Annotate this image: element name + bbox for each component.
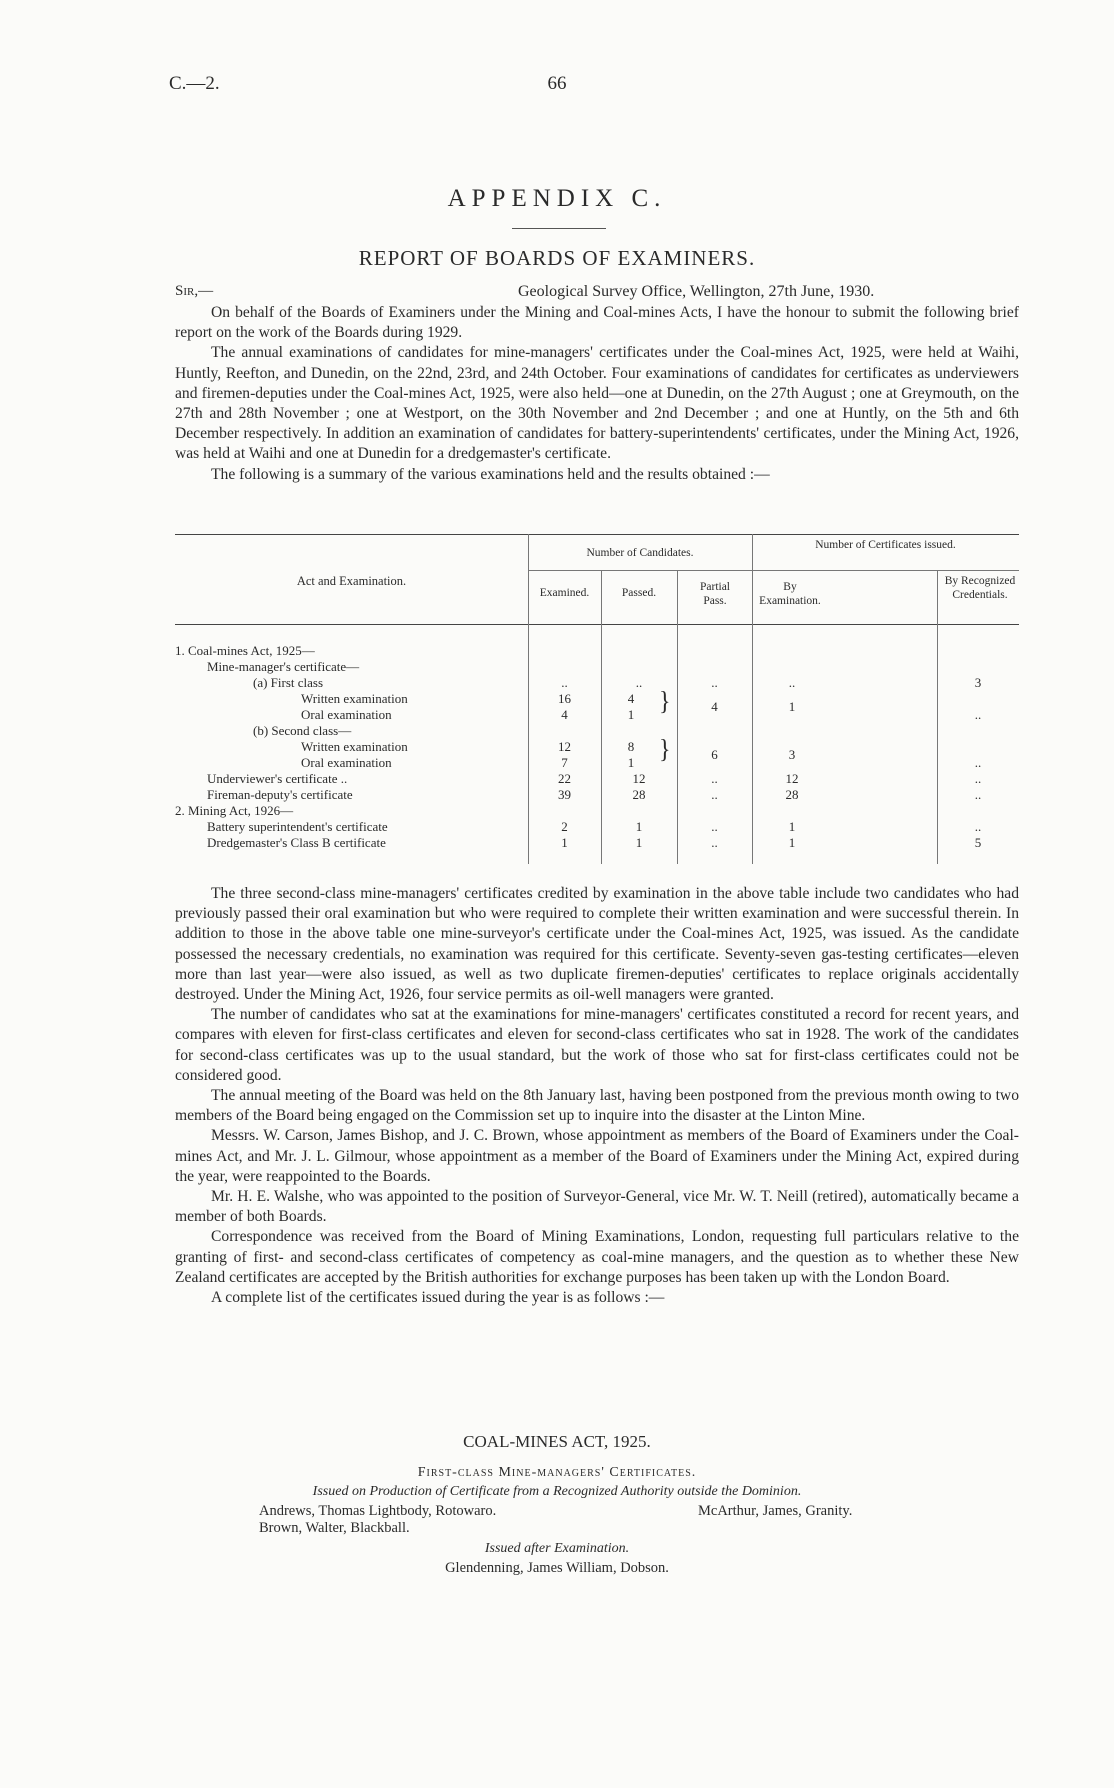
intro-paragraph: The following is a summary of the various examinations held and the results obtained :— xyxy=(211,465,770,483)
summary-table xyxy=(175,534,1019,864)
section-title: COAL-MINES ACT, 1925. xyxy=(463,1432,651,1451)
row-label: Oral examination xyxy=(301,755,392,770)
partial-cell: 6 xyxy=(711,747,718,762)
table-header-rule xyxy=(175,624,1019,625)
examined-cell: 7 xyxy=(561,755,568,770)
certificate-name: Andrews, Thomas Lightbody, Rotowaro. xyxy=(259,1503,497,1519)
by-cred-cell: .. xyxy=(974,755,982,770)
examined-cell: 2 xyxy=(561,819,568,834)
salutation: Sir,— xyxy=(175,283,214,299)
examined-cell: 16 xyxy=(558,691,571,706)
body-paragraph: The annual meeting of the Board was held on the 8th January last, having been postponed from the previous month owing to two members of the Board being engaged on the Commission set up to inquire into the disaster at the Linton Mine. xyxy=(175,1087,1019,1125)
by-cred-cell: .. xyxy=(974,787,982,802)
col-act-header: Act and Examination. xyxy=(296,574,407,588)
by-exam-cell: 1 xyxy=(788,819,796,834)
passed-cell: 1 xyxy=(627,707,635,722)
report-title: REPORT OF BOARDS OF EXAMINERS. xyxy=(358,246,756,270)
partial-cell: .. xyxy=(711,819,718,834)
intro-paragraph: The annual examinations of candidates for mine-managers' certificates under the Coal-mines Act, 1925, were held at Waihi, Huntly, Reefton, and Dunedin, on the 22nd, 23rd, and 24th October. Four examinations of candidates for certificates as underviewers and firemen-deputies under the Coal-mines Act, 1925, were also held—one at Dunedin, on the 27th August ; one at Greymouth, on the 27th and 28th November ; one at Westport, on the 30th November and 2nd December ; and one at Huntly, on the 5th and 6th December respectively. In addition an examination of candidates for battery-superintendents' certificates, under the Mining Act, 1926, was held at Waihi and one at Dunedin for a dredgemaster's certificate. xyxy=(175,344,1019,463)
section-subtitle: First-class Mine-managers' Certificates. xyxy=(417,1465,697,1480)
col-examined-header: Examined. xyxy=(539,587,590,599)
brace-first-class: } xyxy=(659,687,671,717)
certificate-name: McArthur, James, Granity. xyxy=(698,1503,853,1519)
body-paragraph: Messrs. W. Carson, James Bishop, and J. C. Brown, whose appointment as members of the Board of Examiners under the Coal-mines Act, and Mr. J. L. Gilmour, whose appointment as a member of the Board of Examiners under the Mining Act, expired during the year, were reappointed to the Boards. xyxy=(175,1127,1019,1185)
row-label: (a) First class xyxy=(253,675,324,690)
row-label: Underviewer's certificate .. xyxy=(207,771,348,786)
certificate-name: Glendenning, James William, Dobson. xyxy=(445,1560,669,1576)
examined-cell: .. xyxy=(561,675,568,690)
row-label: Dredgemaster's Class B certificate xyxy=(207,835,386,850)
passed-cell: 4 xyxy=(627,691,635,706)
row-label: 2. Mining Act, 1926— xyxy=(175,803,294,818)
by-exam-cell: 28 xyxy=(785,787,799,802)
examined-cell: 1 xyxy=(561,835,568,850)
passed-cell: 12 xyxy=(632,771,646,786)
body-paragraph: A complete list of the certificates issued during the year is as follows :— xyxy=(211,1289,665,1307)
row-label: 1. Coal-mines Act, 1925— xyxy=(175,643,315,658)
by-exam-cell: 1 xyxy=(788,699,796,714)
col-by-exam-header: By Examination. xyxy=(759,581,821,607)
examined-cell: 4 xyxy=(561,707,568,722)
row-label: Written examination xyxy=(301,691,408,706)
partial-cell: .. xyxy=(711,771,718,786)
issued-exam-heading: Issued after Examination. xyxy=(484,1541,630,1556)
appendix-title: APPENDIX C. xyxy=(447,185,667,212)
row-label: Written examination xyxy=(301,739,408,754)
partial-cell: .. xyxy=(711,675,718,690)
passed-cell: 1 xyxy=(627,755,635,770)
page-reference: C.—2. xyxy=(169,73,220,94)
by-cred-cell: .. xyxy=(974,771,982,786)
body-paragraph: The number of candidates who sat at the examinations for mine-managers' certificates constituted a record for recent years, and compares with eleven for first-class certificates and eleven for second-class certificates who sat in 1928. The work of the candidates for second-class certificates was up to the usual standard, but the work of those who sat for first-class certificates could not be considered good. xyxy=(175,1006,1019,1084)
passed-cell: .. xyxy=(635,675,643,690)
examined-cell: 12 xyxy=(558,739,571,754)
intro-paragraph: On behalf of the Boards of Examiners under the Mining and Coal-mines Acts, I have the honour to submit the following brief report on the work of the Boards during 1929. xyxy=(175,304,1019,342)
passed-cell: 1 xyxy=(635,835,643,850)
certificate-name: Brown, Walter, Blackball. xyxy=(259,1520,410,1536)
partial-cell: .. xyxy=(711,787,718,802)
col-passed-header: Passed. xyxy=(621,587,657,599)
row-label: Mine-manager's certificate— xyxy=(207,659,360,674)
by-exam-cell: 12 xyxy=(785,771,799,786)
page-number: 66 xyxy=(547,73,567,94)
title-rule xyxy=(512,228,606,229)
col-partial-header: Partial Pass. xyxy=(699,581,731,607)
body-paragraph: Mr. H. E. Walshe, who was appointed to the position of Surveyor-General, vice Mr. W. T. Neill (retired), automatically became a member of both Boards. xyxy=(175,1188,1019,1226)
group-candidates-header: Number of Candidates. xyxy=(586,547,694,559)
row-label: Battery superintendent's certificate xyxy=(207,819,388,834)
examined-cell: 22 xyxy=(558,771,571,786)
group-certificates-header: Number of Certificates issued. xyxy=(815,539,956,551)
brace-second-class: } xyxy=(659,735,671,765)
row-label: (b) Second class— xyxy=(253,723,352,738)
row-label: Fireman-deputy's certificate xyxy=(207,787,353,802)
body-text xyxy=(175,884,1019,1308)
by-cred-cell: .. xyxy=(974,707,982,722)
group-rule xyxy=(752,570,1019,571)
by-cred-cell: .. xyxy=(974,819,982,834)
body-paragraph: The three second-class mine-managers' certificates credited by examination in the above table include two candidates who had previously passed their oral examination but who were required to complete their written examination and were successful therein. In addition to those in the above table one mine-surveyor's certificate under the Coal-mines Act, 1925, was issued. As the candidate possessed the necessary credentials, no examination was required for this certificate. Seventy-seven gas-testing certificates—eleven more than last year—were also issued, as well as two duplicate firemen-deputies' certificates to replace originals accidentally destroyed. Under the Mining Act, 1926, four service permits as oil-well managers were granted. xyxy=(175,885,1019,1004)
col-by-cred-header: By Recognized Credentials. xyxy=(944,575,1016,601)
examined-cell: 39 xyxy=(558,787,571,802)
passed-cell: 28 xyxy=(632,787,646,802)
by-exam-cell: 1 xyxy=(788,835,796,850)
intro-text xyxy=(175,303,1019,485)
passed-cell: 8 xyxy=(627,739,635,754)
group-rule xyxy=(528,570,752,571)
passed-cell: 1 xyxy=(635,819,643,834)
dateline: Geological Survey Office, Wellington, 27th June, 1930. xyxy=(518,283,875,300)
by-exam-cell: .. xyxy=(788,675,796,690)
partial-cell: 4 xyxy=(711,699,718,714)
by-cred-cell: 5 xyxy=(974,835,982,850)
row-label: Oral examination xyxy=(301,707,392,722)
by-exam-cell: 3 xyxy=(788,747,796,762)
issued-production-heading: Issued on Production of Certificate from a Recognized Authority outside the Dominion. xyxy=(312,1484,802,1499)
partial-cell: .. xyxy=(711,835,718,850)
table-top-rule xyxy=(175,534,1019,535)
by-cred-cell: 3 xyxy=(974,675,982,690)
body-paragraph: Correspondence was received from the Board of Mining Examinations, London, requesting full particulars relative to the granting of first- and second-class certificates of competency as coal-mine managers, and the question as to whether these New Zealand certificates are accepted by the British authorities for exchange purposes has been taken up with the London Board. xyxy=(175,1228,1019,1286)
